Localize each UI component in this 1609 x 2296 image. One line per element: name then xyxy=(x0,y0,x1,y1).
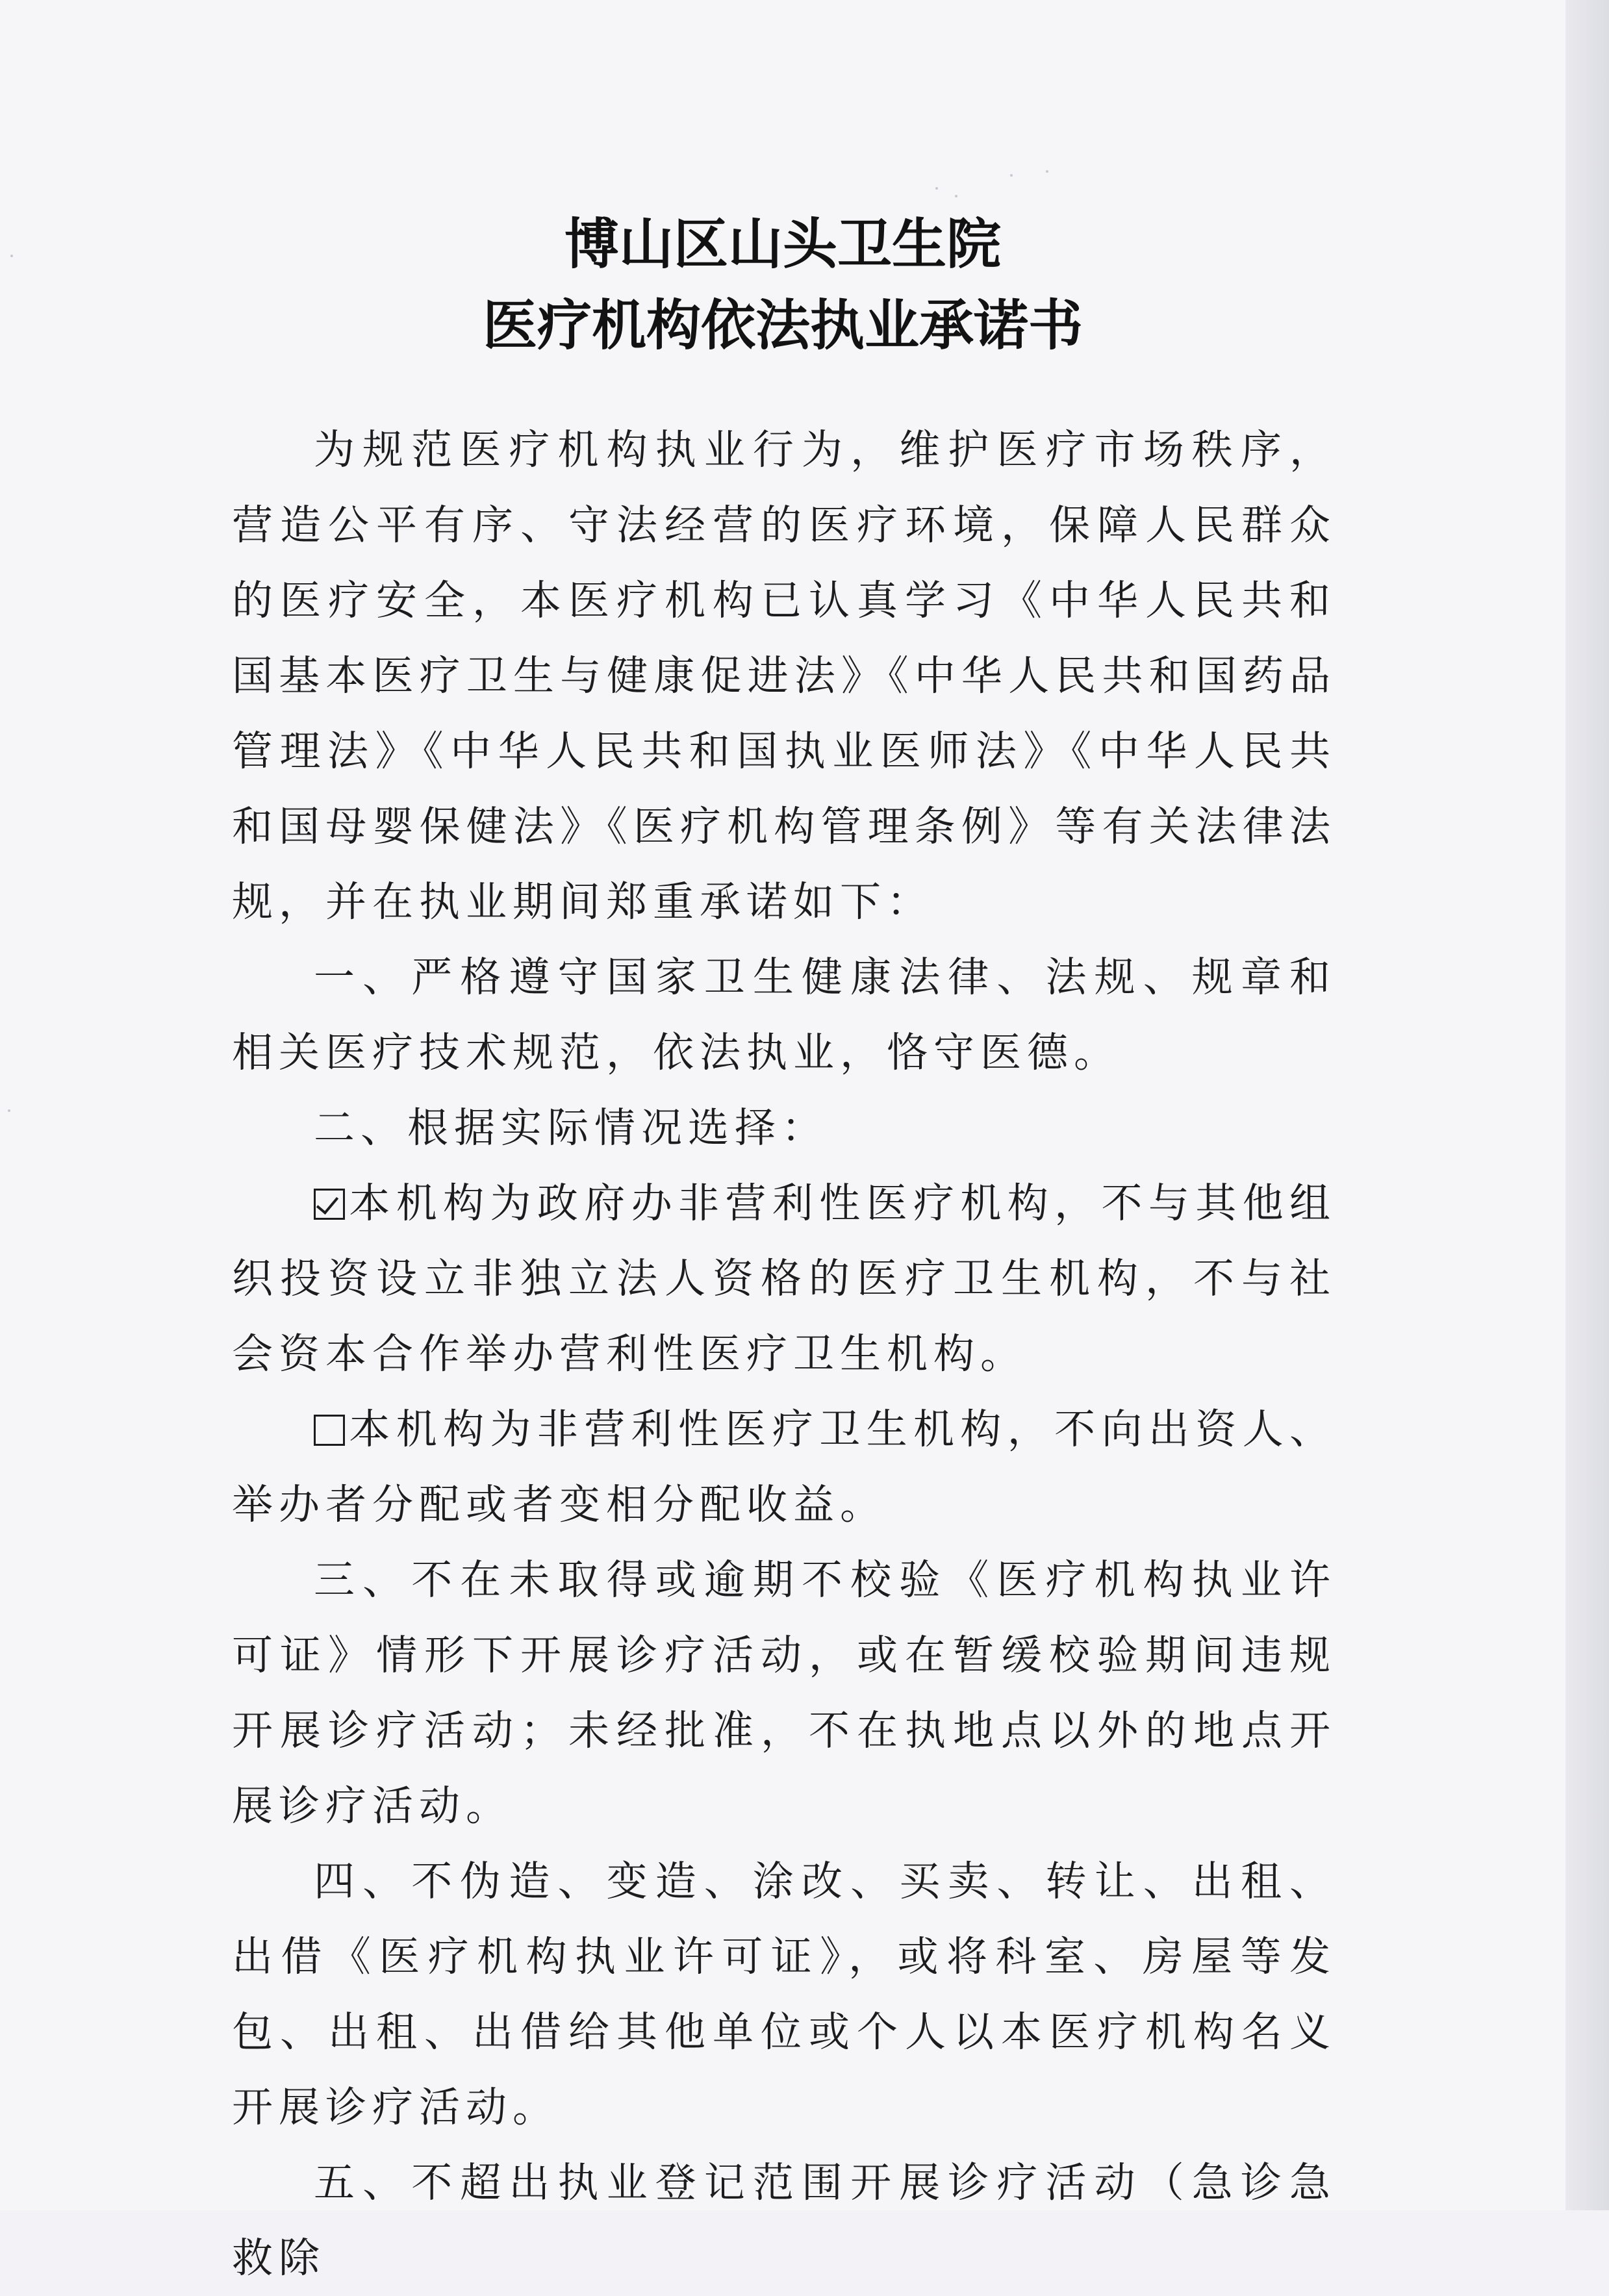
option-a-paragraph xyxy=(232,1166,1336,1392)
item-2-paragraph: 二、根据实际情况选择： xyxy=(314,1104,828,1152)
scan-speck xyxy=(8,1109,10,1112)
document-subtitle: 医疗机构依法执业承诺书 xyxy=(482,293,1083,357)
checkbox-option-a[interactable] xyxy=(314,1189,345,1220)
scan-speck xyxy=(1046,170,1048,173)
intro-paragraph: 为规范医疗机构执业行为，维护医疗市场秩序，营造公平有序、守法经营的医疗环境，保障人民群众的医疗安全，本医疗机构已认真学习《中华人民共和国基本医疗卫生与健康促进法》《中华人民共和国药品管理法》《中华人民共和国执业医师法》《中华人民共和国母婴保健法》《医疗机构管理条例》等有关法律法规，并在执业期间郑重承诺如下： xyxy=(232,426,1336,926)
item-5-paragraph: 五、不超出执业登记范围开展诊疗活动（急诊急救除 xyxy=(232,2159,1336,2282)
item-3-paragraph: 三、不在未取得或逾期不校验《医疗机构执业许可证》情形下开展诊疗活动，或在暂缓校验期间违规开展诊疗活动；未经批准，不在执地点以外的地点开展诊疗活动。 xyxy=(232,1556,1336,1830)
scan-speck xyxy=(955,195,957,197)
scan-speck xyxy=(935,187,938,190)
document-body xyxy=(232,412,1336,2296)
option-b-text: 本机构为非营利性医疗卫生机构，不向出资人、举办者分配或者变相分配收益。 xyxy=(232,1406,1336,1528)
scan-speck xyxy=(1010,174,1013,177)
document-title: 博山区山头卫生院 xyxy=(564,212,1001,276)
checkbox-option-b[interactable] xyxy=(314,1415,345,1446)
check-mark-icon xyxy=(316,1191,338,1215)
item-1-paragraph: 一、严格遵守国家卫生健康法律、法规、规章和相关医疗技术规范，依法执业，恪守医德。 xyxy=(232,953,1336,1076)
item-4-paragraph: 四、不伪造、变造、涂改、买卖、转让、出租、出借《医疗机构执业许可证》，或将科室、房屋等发包、出租、出借给其他单位或个人以本医疗机构名义开展诊疗活动。 xyxy=(232,1858,1336,2131)
option-a-text: 本机构为政府办非营利性医疗机构，不与其他组织投资设立非独立法人资格的医疗卫生机构，不与社会资本合作举办营利性医疗卫生机构。 xyxy=(232,1180,1336,1378)
scan-edge xyxy=(1565,0,1609,2210)
option-b-paragraph xyxy=(232,1392,1336,1543)
